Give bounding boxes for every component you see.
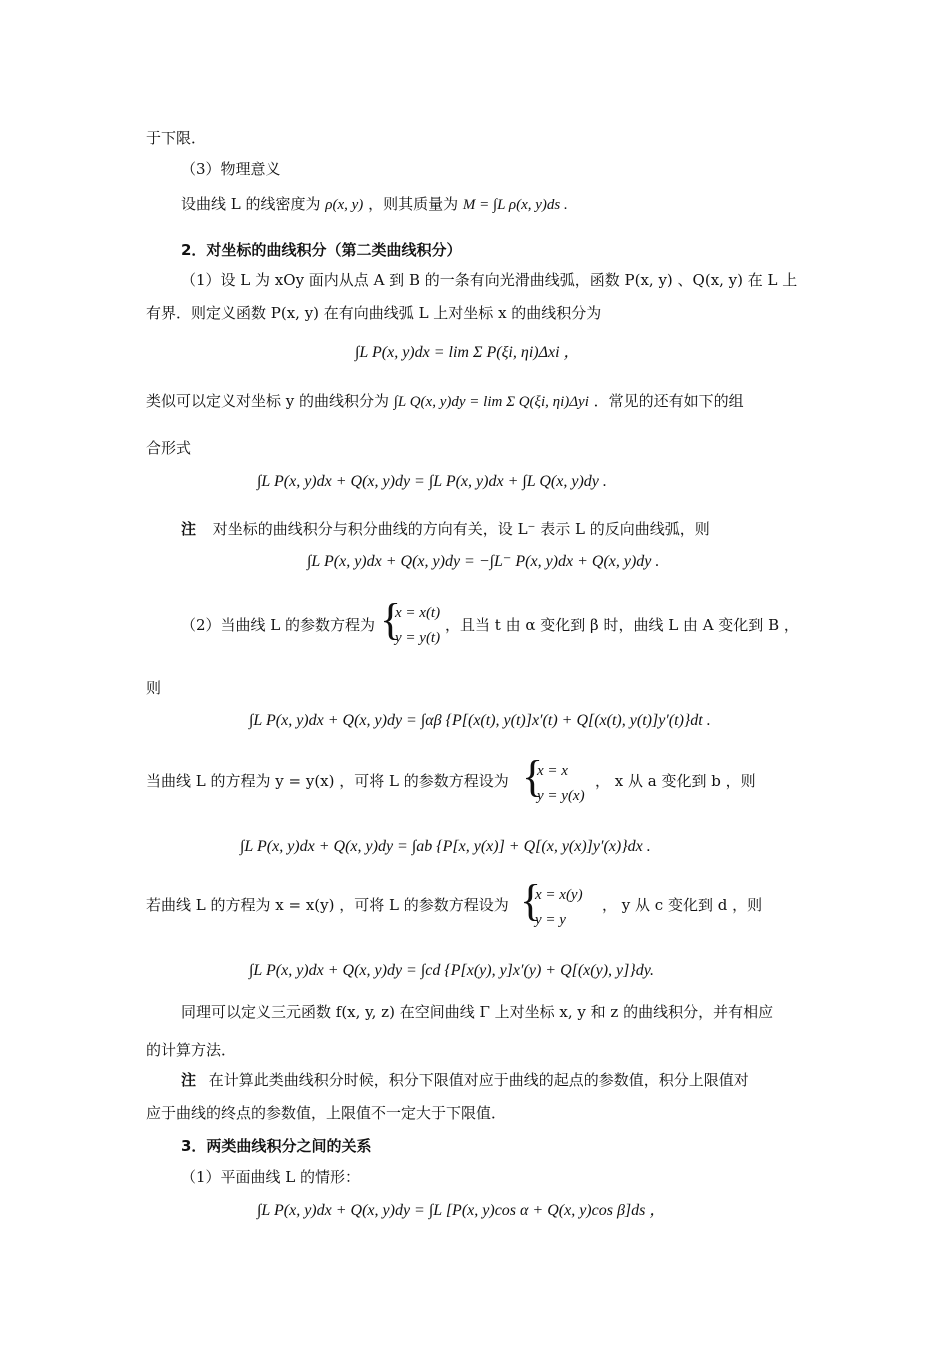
text-segment: ， x 从 a 变化到 b ，则 <box>595 772 756 790</box>
text-segment: 设曲线 L 的线密度为 <box>181 195 321 213</box>
subsection-physical-meaning: （3）物理意义 <box>181 160 281 178</box>
text-line <box>146 390 744 413</box>
text-line: （1）设 L 为 xOy 面内从点 A 到 B 的一条有向光滑曲线弧，函数 P(x, y) 、Q(x, y) 在 L 上 <box>181 271 798 289</box>
text-segment: 类似可以定义对坐标 y 的曲线积分为 <box>146 392 390 410</box>
inline-formula: ∫L Q(x, y)dy = lim Σ Q(ξi, ηi)Δyi <box>393 394 589 410</box>
mass-formula: M = ∫L ρ(x, y)ds . <box>462 197 568 213</box>
text-line: （1）平面曲线 L 的情形： <box>181 1168 361 1186</box>
equation-1: ∫L P(x, y)dx = lim Σ P(ξi, ηi)Δxi ， <box>355 344 580 361</box>
equation-2: ∫L P(x, y)dx + Q(x, y)dy = ∫L P(x, y)dx + ∫L Q(x, y)dy . <box>257 473 607 490</box>
text-line: 的计算方法． <box>146 1041 237 1059</box>
text-segment: ，且当 t 由 α 变化到 β 时，曲线 L 由 A 变化到 B ， <box>445 616 799 634</box>
note-label: 注 <box>181 1071 197 1089</box>
text-segment: ．常见的还有如下的组 <box>593 392 744 410</box>
text-segment: 若曲线 L 的方程为 x = x(y) ，可将 L 的参数方程设为 <box>146 896 509 914</box>
system-eq-3b: y = y <box>535 912 566 928</box>
system-eq-1a: x = x(t) <box>395 605 441 621</box>
system-eq-3a: x = x(y) <box>535 887 583 903</box>
note-label: 注 <box>181 520 197 538</box>
brace-symbol: { <box>520 876 542 925</box>
text-segment: （2）当曲线 L 的参数方程为 <box>181 616 376 634</box>
system-eq-2b: y = y(x) <box>537 788 585 804</box>
section-heading-3: 3．两类曲线积分之间的关系 <box>181 1137 372 1155</box>
equation-7: ∫L P(x, y)dx + Q(x, y)dy = ∫L [P(x, y)cos α + Q(x, y)cos β]ds ， <box>257 1202 666 1219</box>
equation-5: ∫L P(x, y)dx + Q(x, y)dy = ∫ab {P[x, y(x)] + Q[(x, y(x)]y′(x)}dx . <box>240 838 651 855</box>
brace-symbol: { <box>380 595 402 644</box>
density-formula: ρ(x, y) <box>325 197 364 213</box>
note-line <box>181 518 710 540</box>
note-text: 在计算此类曲线积分时候，积分下限值对应于曲线的起点的参数值，积分上限值对 <box>208 1071 749 1089</box>
text-segment: 当曲线 L 的方程为 y = y(x) ，可将 L 的参数方程设为 <box>146 772 509 790</box>
text-line: 则 <box>146 679 162 697</box>
text-segment: ， y 从 c 变化到 d ，则 <box>602 896 763 914</box>
text-segment: ，则其质量为 <box>368 195 459 213</box>
brace-symbol: { <box>522 752 544 801</box>
section-heading-2: 2．对坐标的曲线积分（第二类曲线积分） <box>181 241 462 259</box>
text-line: 于下限． <box>146 129 207 147</box>
note-text: 对坐标的曲线积分与积分曲线的方向有关，设 L⁻ 表示 L 的反向曲线弧，则 <box>212 520 710 538</box>
text-line: 应于曲线的终点的参数值，上限值不一定大于下限值． <box>146 1104 507 1122</box>
equation-6: ∫L P(x, y)dx + Q(x, y)dy = ∫cd {P[x(y), y]x′(y) + Q[(x(y), y]}dy. <box>249 962 654 979</box>
text-line: 合形式 <box>146 439 192 457</box>
note-line <box>181 1069 749 1091</box>
system-eq-2a: x = x <box>537 763 568 779</box>
equation-3: ∫L P(x, y)dx + Q(x, y)dy = −∫L⁻ P(x, y)dx + Q(x, y)dy . <box>307 553 660 570</box>
text-line-mass <box>181 193 568 216</box>
system-eq-1b: y = y(t) <box>395 630 441 646</box>
text-line: 有界．则定义函数 P(x, y) 在有向曲线弧 L 上对坐标 x 的曲线积分为 <box>146 304 602 322</box>
equation-4: ∫L P(x, y)dx + Q(x, y)dy = ∫αβ {P[(x(t), y(t)]x′(t) + Q[(x(t), y(t)]y′(t)}dt . <box>249 712 711 729</box>
text-line: 同理可以定义三元函数 f(x, y, z) 在空间曲线 Γ 上对坐标 x, y 和 z 的曲线积分，并有相应 <box>181 1003 774 1021</box>
